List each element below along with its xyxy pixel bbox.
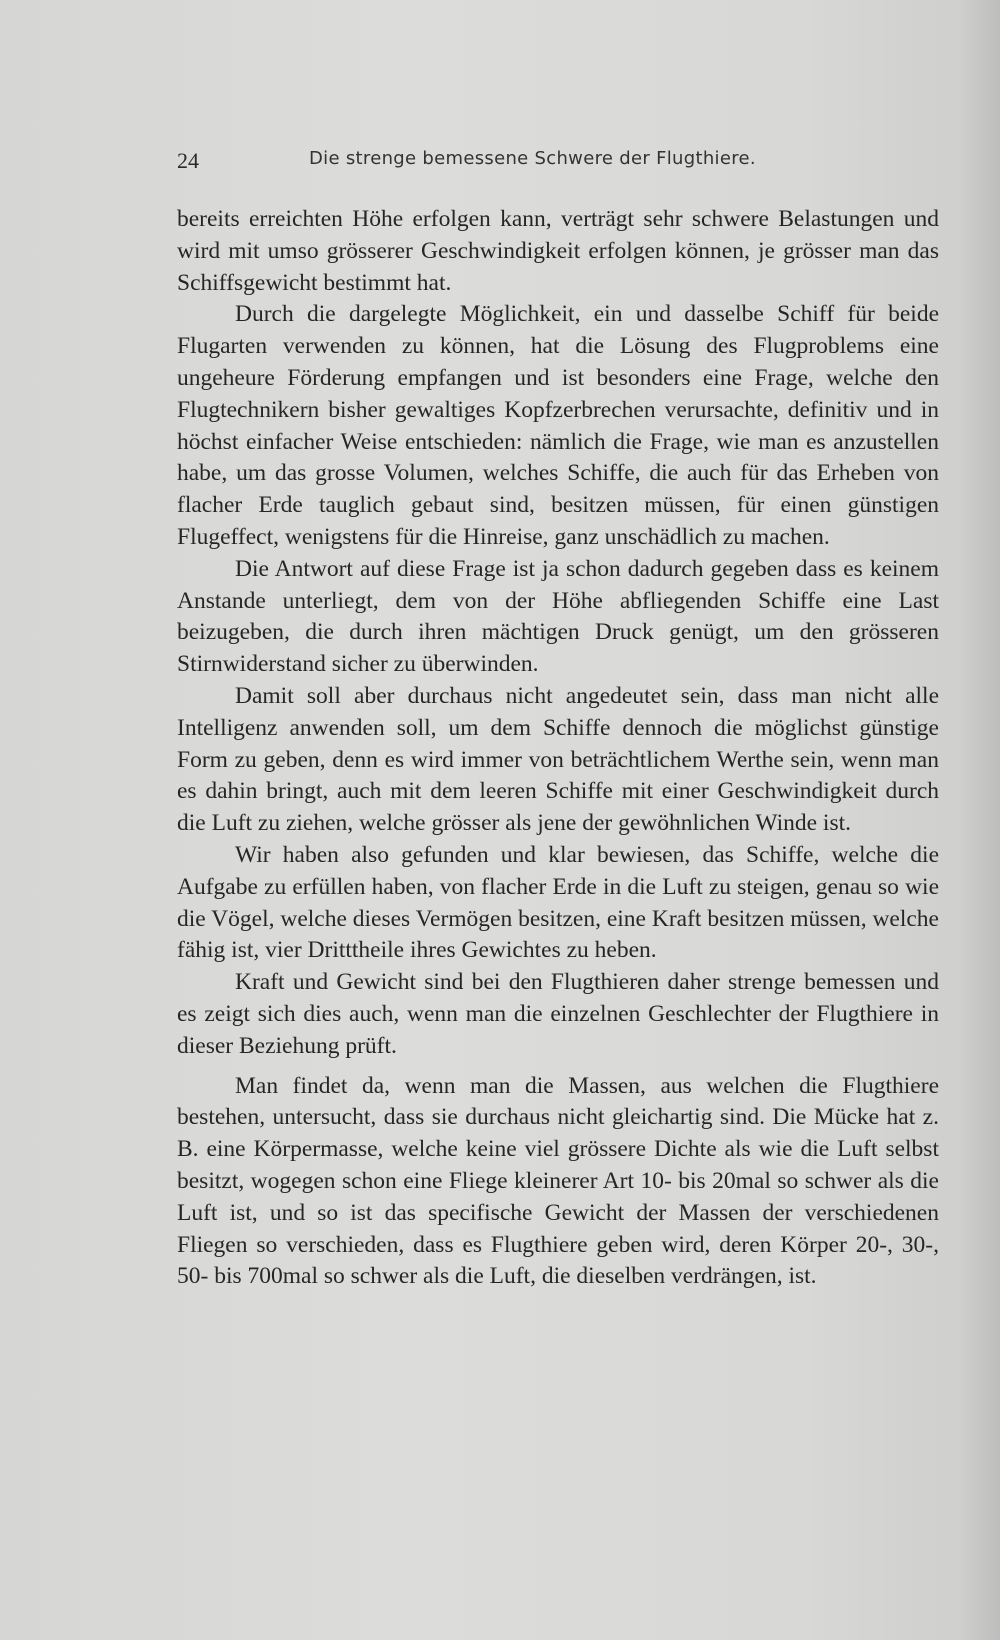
running-title: Die strenge bemessene Schwere der Flugthiere.	[309, 148, 756, 169]
paragraph: Die Antwort auf diese Frage ist ja schon dadurch gegeben dass es keinem Anstande unterliegt, dem von der Höhe abfliegenden Schiffe eine Last beizugeben, die durch ihren mächtigen Druck genügt, um den grösseren Stirnwiderstand sicher zu überwinden.	[177, 555, 939, 678]
page-header	[177, 148, 801, 180]
paragraph: Wir haben also gefunden und klar bewiesen, das Schiffe, welche die Aufgabe zu erfüllen haben, von flacher Erde in die Luft zu steigen, genau so wie die Vögel, welche dieses Vermögen besitzen, eine Kraft besitzen müssen, welche fähig ist, vier Dritttheile ihres Gewichtes zu heben.	[177, 841, 939, 964]
paragraph: Man findet da, wenn man die Massen, aus welchen die Flugthiere bestehen, untersucht, dass sie durchaus nicht gleichartig sind. Die Mücke hat z. B. eine Körpermasse, welche keine viel grössere Dichte als wie die Luft selbst besitzt, wogegen schon eine Fliege kleinerer Art 10- bis 20mal so schwer als die Luft ist, und so ist das specifische Gewicht der Massen der verschiedenen Fliegen so verschieden, dass es Flugthiere geben wird, deren Körper 20-, 30-, 50- bis 700mal so schwer als die Luft, die dieselben verdrängen, ist.	[177, 1072, 939, 1290]
body-text	[177, 204, 939, 1293]
paragraph: Damit soll aber durchaus nicht angedeutet sein, dass man nicht alle Intelligenz anwenden soll, um dem Schiffe dennoch die möglichst günstige Form zu geben, denn es wird immer von beträchtlichem Werthe sein, wenn man es dahin bringt, auch mit dem leeren Schiffe mit einer Geschwindigkeit durch die Luft zu ziehen, welche grösser als jene der gewöhnlichen Winde ist.	[177, 682, 939, 837]
page-number: 24	[177, 148, 199, 173]
paragraph-continuation: bereits erreichten Höhe erfolgen kann, verträgt sehr schwere Belastungen und wird mit umso grösserer Geschwindigkeit erfolgen können, je grösser man das Schiffsgewicht bestimmt hat.	[177, 206, 939, 296]
paragraph: Kraft und Gewicht sind bei den Flugthieren daher strenge bemessen und es zeigt sich dies auch, wenn man die einzelnen Geschlechter der Flugthiere in dieser Beziehung prüft.	[177, 969, 939, 1059]
paragraph: Durch die dargelegte Möglichkeit, ein und dasselbe Schiff für beide Flugarten verwenden zu können, hat die Lösung des Flugproblems eine ungeheure Förderung empfangen und ist besonders eine Frage, welche den Flugtechnikern bisher gewaltiges Kopfzerbrechen verursachte, definitiv und in höchst einfacher Weise entschieden: nämlich die Frage, wie man es anzustellen habe, um das grosse Volumen, welches Schiffe, die auch für das Erheben von flacher Erde tauglich gebaut sind, besitzen müssen, für einen günstigen Flugeffect, wenigstens für die Hinreise, ganz unschädlich zu machen.	[177, 301, 939, 550]
